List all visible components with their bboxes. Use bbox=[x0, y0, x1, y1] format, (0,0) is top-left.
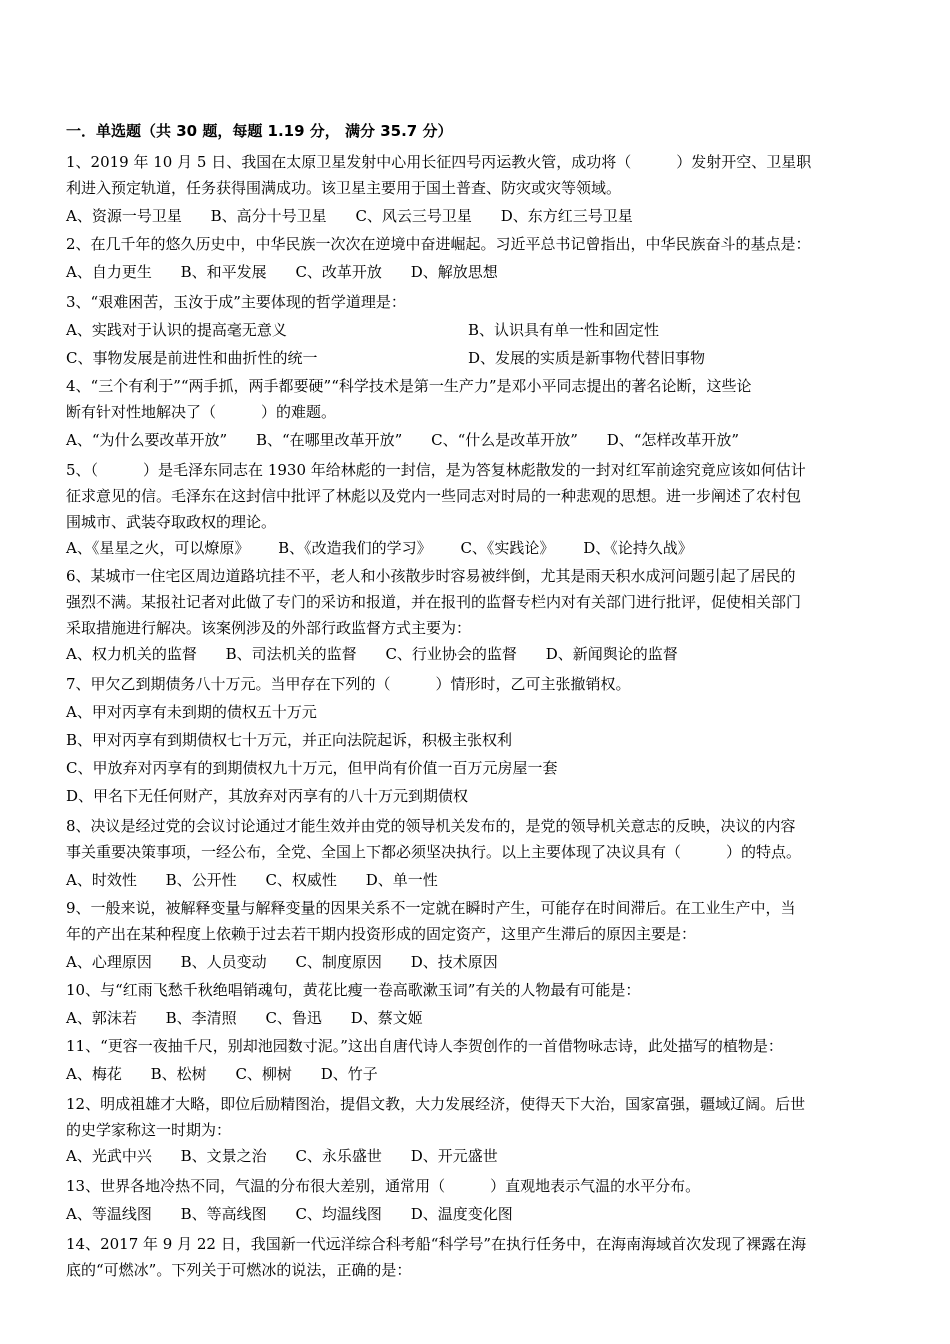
question-3-line-1: 3、“艰难困苦，玉汝于成”主要体现的哲学道理是： bbox=[66, 293, 406, 311]
question-11-line-1: 11、“更容一夜抽千尺，别却池园数寸泥。”这出自唐代诗人李贺创作的一首借物咏志诗，此处描写的植物是： bbox=[66, 1037, 783, 1055]
question-3-option-b: B、认识具有单一性和固定性 bbox=[468, 321, 660, 339]
question-13-option-a: A、等温线图 bbox=[66, 1205, 152, 1223]
question-9-option-c: C、制度原因 bbox=[295, 953, 382, 971]
question-7-option-a: A、甲对丙享有未到期的债权五十万元 bbox=[66, 703, 317, 721]
question-9-options bbox=[66, 952, 522, 972]
question-8-option-d: D、单一性 bbox=[365, 871, 438, 889]
question-8-options bbox=[66, 870, 462, 890]
question-9-option-d: D、技术原因 bbox=[410, 953, 498, 971]
question-8-option-c: C、权威性 bbox=[265, 871, 337, 889]
question-13-option-d: D、温度变化图 bbox=[410, 1205, 513, 1223]
question-9-line-1: 9、一般来说，被解释变量与解释变量的因果关系不一定就在瞬时产生，可能存在时间滞后。在工业生产中，当 bbox=[66, 899, 796, 917]
question-1-option-b: B、高分十号卫星 bbox=[210, 207, 327, 225]
question-2-options bbox=[66, 262, 522, 282]
question-6-option-b: B、司法机关的监督 bbox=[225, 645, 357, 663]
question-2-option-c: C、改革开放 bbox=[295, 263, 382, 281]
question-5-option-d: D、《论持久战》 bbox=[583, 539, 693, 557]
question-11-option-b: B、松树 bbox=[150, 1065, 207, 1083]
question-4-options bbox=[66, 430, 763, 450]
question-2-option-b: B、和平发展 bbox=[180, 263, 267, 281]
question-1-option-a: A、资源一号卫星 bbox=[66, 207, 182, 225]
question-4-line-1: 4、“三个有利于”“两手抓，两手都要硬”“科学技术是第一生产力”是邓小平同志提出的著名论断，这些论 bbox=[66, 377, 752, 395]
question-12-option-a: A、光武中兴 bbox=[66, 1147, 152, 1165]
question-13-line-1: 13、世界各地冷热不同，气温的分布很大差别，通常用（ ）直观地表示气温的水平分布。 bbox=[66, 1177, 701, 1195]
question-3-option-d: D、发展的实质是新事物代替旧事物 bbox=[468, 349, 706, 367]
question-10-option-b: B、李清照 bbox=[165, 1009, 237, 1027]
question-8-option-a: A、时效性 bbox=[66, 871, 137, 889]
question-14-line-2: 底的“可燃冰”。下列关于可燃冰的说法，正确的是： bbox=[66, 1261, 412, 1279]
question-11-option-c: C、柳树 bbox=[235, 1065, 292, 1083]
question-1-option-d: D、东方红三号卫星 bbox=[500, 207, 633, 225]
question-11-option-d: D、竹子 bbox=[320, 1065, 378, 1083]
question-6-line-3: 采取措施进行解决。该案例涉及的外部行政监督方式主要为： bbox=[66, 619, 472, 637]
question-1-options bbox=[66, 206, 657, 226]
question-2-option-d: D、解放思想 bbox=[410, 263, 498, 281]
question-7-option-b: B、甲对丙享有到期债权七十万元，并正向法院起诉，积极主张权利 bbox=[66, 731, 513, 749]
question-10-line-1: 10、与“红雨飞愁千秋绝唱销魂句，黄花比瘦一卷高歌漱玉词”有关的人物最有可能是： bbox=[66, 981, 641, 999]
question-6-line-1: 6、某城市一住宅区周边道路坑挂不平，老人和小孩散步时容易被绊倒，尤其是雨天积水成河问题引起了居民的 bbox=[66, 567, 796, 585]
question-3-option-a: A、实践对于认识的提高毫无意义 bbox=[66, 321, 287, 339]
question-6-option-c: C、行业协会的监督 bbox=[385, 645, 517, 663]
question-5-options bbox=[66, 538, 717, 558]
section-title: 一．单选题（共 30 题，每题 1.19 分， 满分 35.7 分） bbox=[66, 122, 453, 140]
question-2-option-a: A、自力更生 bbox=[66, 263, 152, 281]
question-12-option-d: D、开元盛世 bbox=[410, 1147, 498, 1165]
question-9-option-a: A、心理原因 bbox=[66, 953, 152, 971]
question-5-line-1: 5、（ ）是毛泽东同志在 1930 年给林彪的一封信，是为答复林彪散发的一封对红军前途究竟应该如何估计 bbox=[66, 461, 806, 479]
question-8-line-2: 事关重要决策事项，一经公布，全党、全国上下都必须坚决执行。以上主要体现了决议具有（ ）的特点。 bbox=[66, 843, 802, 861]
question-6-line-2: 强烈不满。某报社记者对此做了专门的采访和报道，并在报刊的监督专栏内对有关部门进行批评，促使相关部门 bbox=[66, 593, 802, 611]
question-7-line-1: 7、甲欠乙到期债务八十万元。当甲存在下列的（ ）情形时，乙可主张撤销权。 bbox=[66, 675, 631, 693]
question-10-option-c: C、鲁迅 bbox=[265, 1009, 322, 1027]
question-8-option-b: B、公开性 bbox=[165, 871, 237, 889]
question-12-option-c: C、永乐盛世 bbox=[295, 1147, 382, 1165]
question-11-option-a: A、梅花 bbox=[66, 1065, 122, 1083]
question-5-option-b: B、《改造我们的学习》 bbox=[278, 539, 432, 557]
question-5-line-3: 围城市、武装夺取政权的理论。 bbox=[66, 513, 277, 531]
question-4-line-2: 断有针对性地解决了（ ）的难题。 bbox=[66, 403, 337, 421]
question-13-options bbox=[66, 1204, 537, 1224]
question-6-option-a: A、权力机关的监督 bbox=[66, 645, 197, 663]
question-1-line-1: 1、2019 年 10 月 5 日、我国在太原卫星发射中心用长征四号丙运教火管，成功将（ ）发射开空、卫星职 bbox=[66, 153, 812, 171]
question-8-line-1: 8、决议是经过党的会议讨论通过才能生效并由党的领导机关发布的，是党的领导机关意志的反映，决议的内容 bbox=[66, 817, 796, 835]
question-2-line-1: 2、在几千年的悠久历史中，中华民族一次次在逆境中奋进崛起。习近平总书记曾指出，中华民族奋斗的基点是： bbox=[66, 235, 811, 253]
question-4-option-a: A、“为什么要改革开放” bbox=[66, 431, 228, 449]
question-7-option-c: C、甲放弃对丙享有的到期债权九十万元，但甲尚有价值一百万元房屋一套 bbox=[66, 759, 558, 777]
question-1-line-2: 利进入预定轨道，任务获得围满成功。该卫星主要用于国土普查、防灾或灾等领域。 bbox=[66, 179, 622, 197]
question-4-option-b: B、“在哪里改革开放” bbox=[255, 431, 403, 449]
question-5-line-2: 征求意见的信。毛泽东在这封信中批评了林彪以及党内一些同志对时局的一种悲观的思想。进一步阐述了农村包 bbox=[66, 487, 802, 505]
question-1-option-c: C、风云三号卫星 bbox=[355, 207, 472, 225]
question-12-line-2: 的史学家称这一时期为： bbox=[66, 1121, 232, 1139]
question-7-option-d: D、甲名下无任何财产，其放弃对丙享有的八十万元到期债权 bbox=[66, 787, 469, 805]
question-5-option-c: C、《实践论》 bbox=[460, 539, 555, 557]
question-4-option-c: C、“什么是改革开放” bbox=[431, 431, 578, 449]
question-4-option-d: D、“怎样改革开放” bbox=[606, 431, 740, 449]
question-14-line-1: 14、2017 年 9 月 22 日，我国新一代远洋综合科考船“科学号”在执行任务中，在海南海域首次发现了裸露在海 bbox=[66, 1235, 807, 1253]
question-5-option-a: A、《星星之火，可以燎原》 bbox=[66, 539, 250, 557]
question-3-option-c: C、事物发展是前进性和曲折性的统一 bbox=[66, 349, 318, 367]
question-12-option-b: B、文景之治 bbox=[180, 1147, 267, 1165]
question-9-option-b: B、人员变动 bbox=[180, 953, 267, 971]
question-13-option-c: C、均温线图 bbox=[295, 1205, 382, 1223]
question-11-options bbox=[66, 1064, 402, 1084]
question-10-option-d: D、蔡文姬 bbox=[350, 1009, 423, 1027]
question-9-line-2: 年的产出在某种程度上依赖于过去若干期内投资形成的固定资产，这里产生滞后的原因主要是： bbox=[66, 925, 697, 943]
question-13-option-b: B、等高线图 bbox=[180, 1205, 267, 1223]
question-10-options bbox=[66, 1008, 447, 1028]
question-6-options bbox=[66, 644, 702, 664]
question-12-line-1: 12、明成祖雄才大略，即位后励精图治，提倡文教，大力发展经济，使得天下大治，国家富强，疆域辽阔。后世 bbox=[66, 1095, 806, 1113]
question-6-option-d: D、新闻舆论的监督 bbox=[545, 645, 678, 663]
question-10-option-a: A、郭沫若 bbox=[66, 1009, 137, 1027]
question-12-options bbox=[66, 1146, 522, 1166]
